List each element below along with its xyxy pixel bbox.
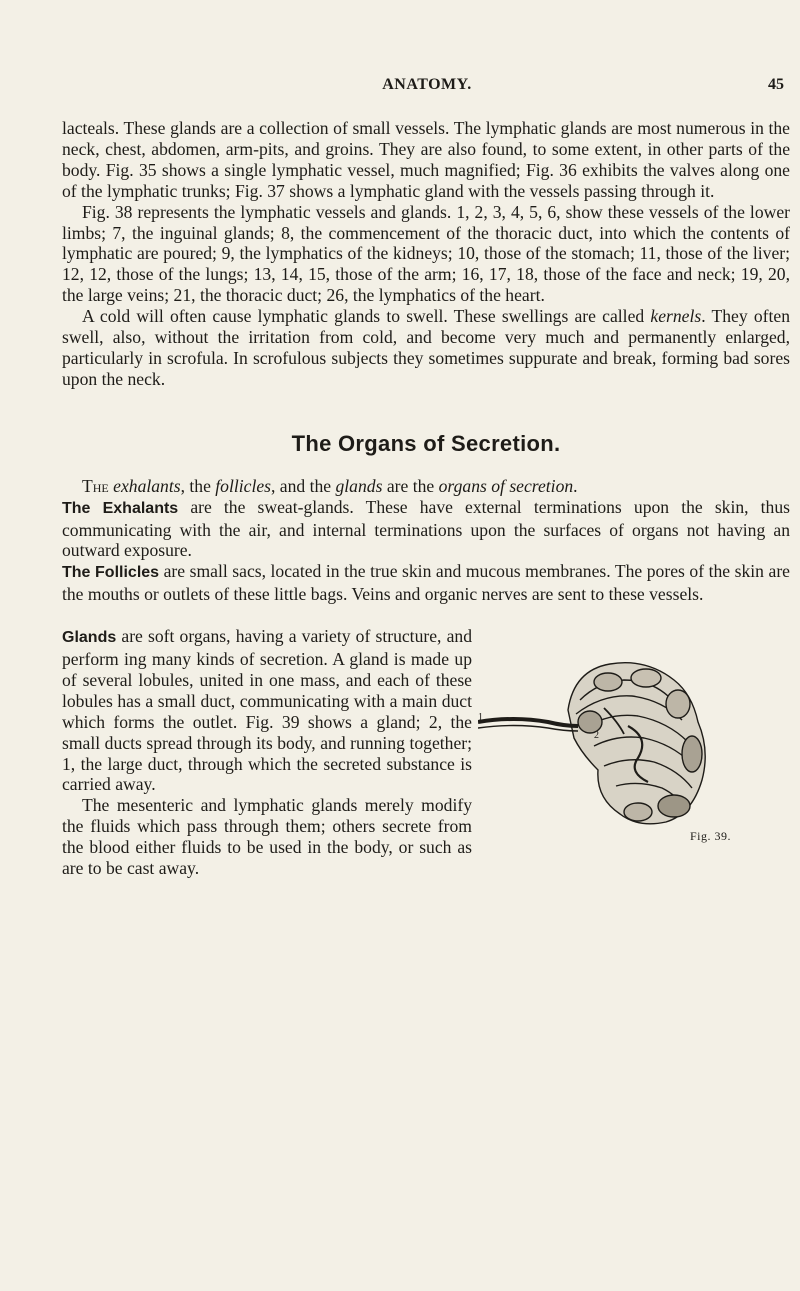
- kernels-text-before: A cold will often cause lymphatic glands to swell. These swellings are called: [82, 306, 651, 327]
- lobule: [682, 736, 702, 772]
- gland-illustration: [478, 630, 790, 860]
- kernels-term: kernels: [650, 306, 702, 327]
- section-title: The Organs of Secretion.: [291, 430, 561, 456]
- intro-are: are the: [382, 475, 439, 496]
- paragraph-exhalants: [62, 497, 790, 562]
- lobule: [666, 690, 690, 718]
- paragraph-mesenteric: The mesenteric and lymphatic glands merely modify the fluids which pass through them; others secrete from the blood either fluids to be used in the body, or such as are to be cast away.: [62, 795, 472, 879]
- follicles-text: are small sacs, located in the true skin and mucous membranes. The pores of the skin are the mouths or outlets of these little bags. Veins and organic nerves are sent to these vessels.: [62, 561, 790, 605]
- figure-39: [478, 630, 790, 860]
- follicles-heading: The Follicles: [62, 564, 160, 582]
- intro-follicles: follicles: [215, 475, 271, 496]
- glands-heading: Glands: [62, 629, 117, 647]
- paragraph-kernels: [62, 306, 790, 390]
- intro-the: The: [82, 475, 109, 496]
- gland-lobules: [568, 663, 705, 824]
- intro-exhalants: exhalants: [113, 475, 181, 496]
- intro-end: .: [573, 475, 578, 496]
- lobule: [631, 669, 661, 687]
- figure-label-2: 2: [594, 730, 599, 742]
- section-intro: [62, 476, 790, 497]
- intro-and: , and the: [271, 475, 336, 496]
- glands-block: [62, 626, 790, 879]
- lobule: [624, 803, 652, 821]
- paragraph-lacteals: lacteals. These glands are a collection of small vessels. The lymphatic glands are most numerous in the neck, chest, abdomen, arm-pits, and groins. They are also found, to some extent, in other parts of the body. Fig. 35 shows a single lymphatic vessel, much magnified; Fig. 36 exhibits the valves along one of the lymphatic trunks; Fig. 37 shows a lymphatic gland with the vessels passing through it.: [62, 118, 790, 201]
- intro-comma: , the: [180, 475, 216, 496]
- lobule: [658, 795, 690, 817]
- lobule: [594, 673, 622, 691]
- exhalants-heading: The Exhalants: [62, 499, 179, 517]
- body-text: [62, 118, 790, 879]
- page-number: 45: [768, 76, 784, 93]
- intro-glands: glands: [335, 475, 383, 496]
- page-header: [62, 76, 792, 100]
- main-duct: [478, 719, 578, 726]
- glands-text: are soft organs, having a variety of structure, and perform ing many kinds of secretion. A gland is made up of several lobules, united in one mass, and each of these lobules has a small duct, communicating with a main duct which forms the outlet. Fig. 39 shows a gland; 2, the small ducts spread through its body, and running together; 1, the large duct, through which the secreted substance is carried away.: [62, 626, 472, 795]
- running-title: ANATOMY.: [382, 76, 472, 93]
- paragraph-fig-38: Fig. 38 represents the lymphatic vessels and glands. 1, 2, 3, 4, 5, 6, show these vessels of the lower limbs; 7, the inguinal glands; 8, the commencement of the thoracic duct, into which the contents of lymphatic are poured; 9, the lymphatics of the kidneys; 10, those of the stomach; 11, those of the liver; 12, 12, those of the lungs; 13, 14, 15, those of the arm; 16, 17, 18, those of the face and neck; 19, 20, the large veins; 21, the thoracic duct; 26, the lymphatics of the heart.: [62, 201, 790, 306]
- figure-label-1: 1: [478, 712, 483, 724]
- kernels-text-after: . They often swell, also, without the irritation from cold, and become very much and permanently enlarged, particularly in scrofula. In scrofulous subjects they sometimes suppurate and break, forming bad sores upon the neck.: [62, 306, 790, 389]
- exhalants-text: are the sweat-glands. These have external terminations upon the skin, thus communicating with the air, and internal terminations upon the surfaces of organs not having an outward exposure.: [62, 496, 790, 561]
- paragraph-follicles: [62, 561, 790, 605]
- figure-caption: Fig. 39.: [690, 829, 732, 844]
- intro-organs: organs of secretion: [438, 475, 574, 496]
